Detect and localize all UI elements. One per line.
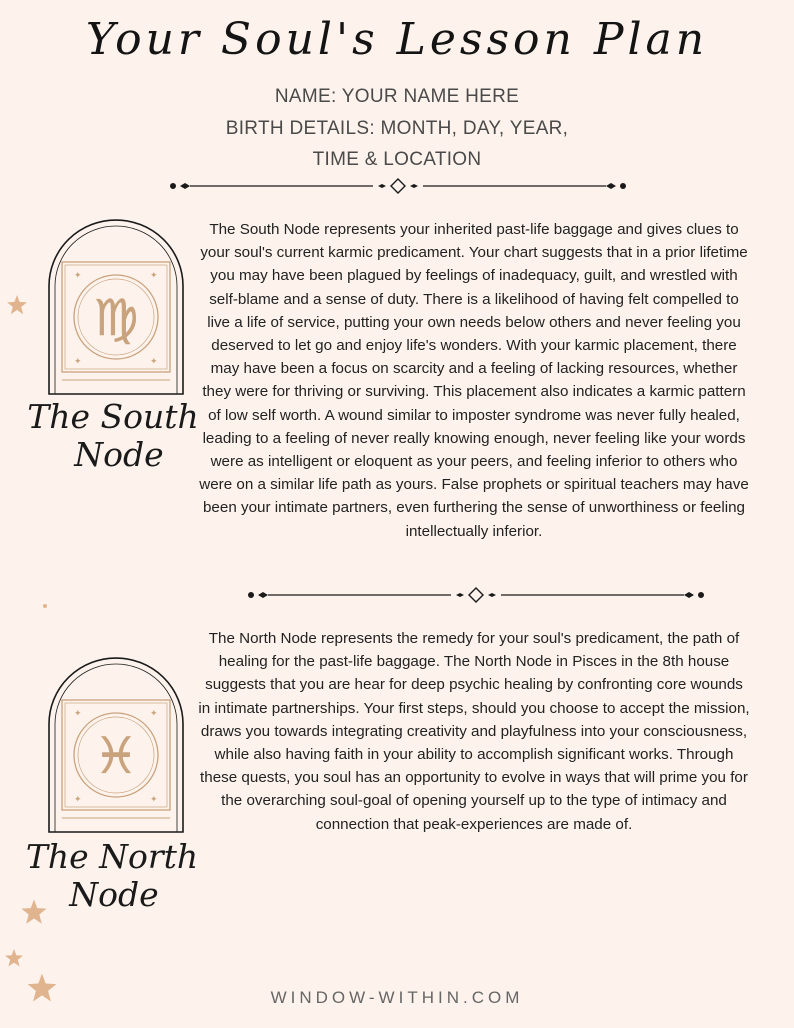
svg-text:♍: ♍ <box>93 289 139 347</box>
north-node-label-line-2: Node <box>69 875 159 914</box>
pisces-glyph-icon <box>46 656 186 834</box>
svg-text:♓: ♓ <box>93 727 139 785</box>
birth-details-line-2: TIME & LOCATION <box>312 149 482 170</box>
virgo-glyph-icon <box>46 218 186 396</box>
svg-text:✦: ✦ <box>150 271 158 281</box>
ornamental-divider-top <box>168 176 628 196</box>
star-icon <box>4 948 24 968</box>
south-node-text: The South Node represents your inherited past-life baggage and gives clues to your soul's current karmic predicament. Your chart suggests that in a prior lifetime you may have been plagued by feelings of inadequacy, guilt, and wrestled with self-blame and a sense of duty. There is a likelihood of having felt compelled to live a life of service, putting your own needs below others and never feeling you deserved to let go and enjoy life's wonders. With your karmic placement, there may have been a focus on scarcity and a feeling of lacking resources, whether they were for thriving or surviving. This placement also indicates a karmic pattern of low self worth. A wound similar to imposter syndrome was never fully healed, leading to a feeling of never really knowing enough, never feeling like your words were as intelligent or eloquent as your peers, and feeling inferior to others who were on a similar life path as yours. False prophets or spiritual teachers may have been your intimate partners, even furthering the sense of unworthiness or feeling intellectually inferior. <box>199 221 749 540</box>
star-icon <box>20 898 48 926</box>
svg-text:✦: ✦ <box>74 795 82 805</box>
south-node-label-line-2: Node <box>74 435 164 474</box>
svg-text:✦: ✦ <box>150 795 158 805</box>
svg-text:✦: ✦ <box>74 271 82 281</box>
south-node-label <box>18 398 208 474</box>
page-title: Your Soul's Lesson Plan <box>85 14 709 65</box>
birth-details-line: BIRTH DETAILS: MONTH, DAY, YEAR, <box>225 118 569 139</box>
star-icon <box>42 603 48 609</box>
ornamental-divider-middle <box>246 585 706 605</box>
svg-text:✦: ✦ <box>74 357 82 367</box>
svg-text:✦: ✦ <box>150 709 158 719</box>
star-icon <box>6 294 28 316</box>
svg-text:✦: ✦ <box>150 357 158 367</box>
north-node-text: The North Node represents the remedy for your soul's predicament, the path of healing for the past-life baggage. The North Node in Pisces in the 8th house suggests that you are hear for deep psychic healing by confronting core wounds in intimate partnerships. Your first steps, should you choose to accept the mission, draws you towards integrating creativity and playfulness into your consciousness, while also having faith in your ability to accomplish significant works. Through these quests, you soul has an opportunity to evolve in ways that will prime you for the overarching soul-goal of opening yourself up to the type of intimacy and connection that peak-experiences are made of. <box>198 630 750 833</box>
south-node-label-line-1: The South <box>27 397 199 436</box>
name-line: NAME: YOUR NAME HERE <box>274 86 520 107</box>
north-node-label-line-1: The North <box>25 837 199 876</box>
svg-text:✦: ✦ <box>74 709 82 719</box>
footer-website: WINDOW-WITHIN.COM <box>270 988 524 1007</box>
